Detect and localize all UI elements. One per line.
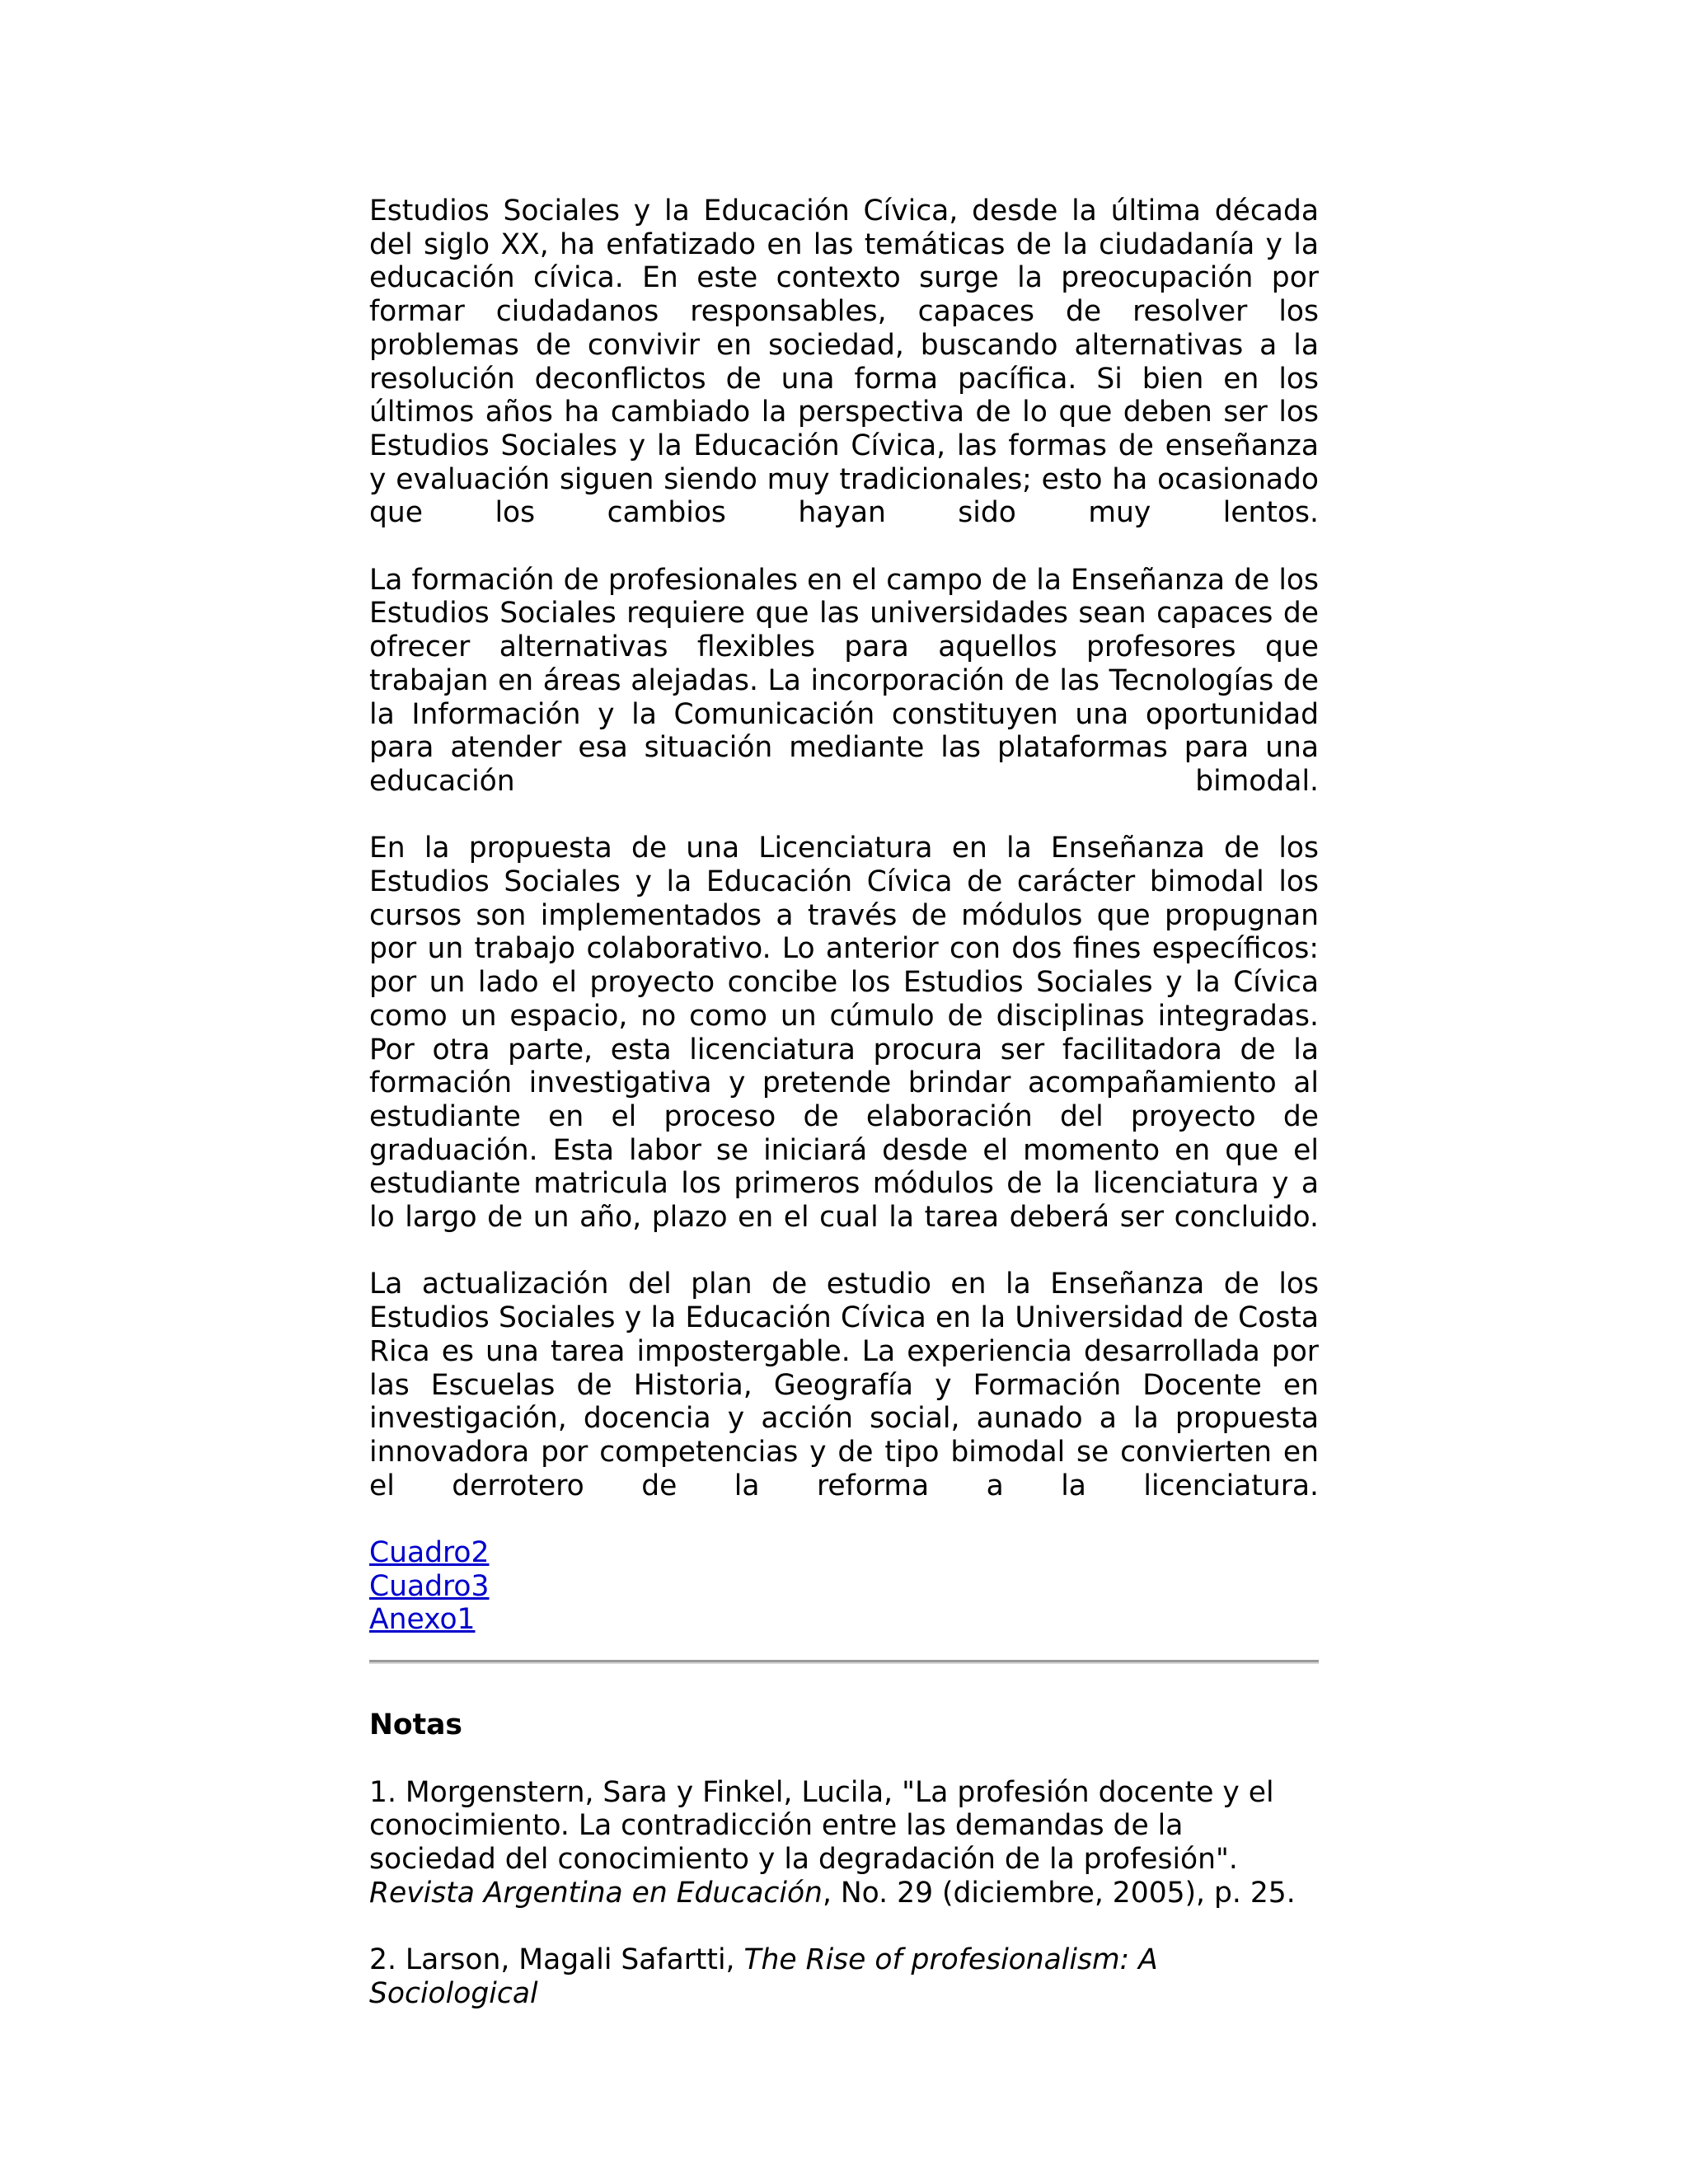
body-paragraph-1: Estudios Sociales y la Educación Cívica, desde la última década del siglo XX, ha enfatizado en las temáticas de la ciudadanía y la educación cívica. En este contexto surge la preocupación por formar ciudadanos responsables, capaces de resolver los problemas de convivir en sociedad, buscando alternativas a la resolución deconflictos de una forma pacífica. Si bien en los últimos años ha cambiado la perspectiva de lo que deben ser los Estudios Sociales y la Educación Cívica, las formas de enseñanza y evaluación siguen siendo muy tradicionales; esto ha ocasionado que los cambios hayan sido muy lentos. <box>369 194 1319 530</box>
note-1-text: 1. Morgenstern, Sara y Finkel, Lucila, "La profesión docente y el conocimiento. La contradicción entre las demandas de la sociedad del conocimiento y la degradación de la profesión". <box>369 1775 1274 1876</box>
attachment-links <box>369 1536 1319 1637</box>
note-1 <box>369 1776 1319 1910</box>
note-1-journal: Revista Argentina en Educación <box>369 1876 823 1910</box>
note-2-text: 2. Larson, Magali Safartti, <box>369 1943 744 1977</box>
body-paragraph-3: En la propuesta de una Licenciatura en la Enseñanza de los Estudios Sociales y la Educación Cívica de carácter bimodal los cursos son implementados a través de módulos que propugnan por un trabajo colaborativo. Lo anterior con dos fines específicos: por un lado el proyecto concibe los Estudios Sociales y la Cívica como un espacio, no como un cúmulo de disciplinas integradas. Por otra parte, esta licenciatura procura ser facilitadora de la formación investigativa y pretende brindar acompañamiento al estudiante en el proceso de elaboración del proyecto de graduación. Esta labor se iniciará desde el momento en que el estudiante matricula los primeros módulos de la licenciatura y a lo largo de un año, plazo en el cual la tarea deberá ser concluido. <box>369 832 1319 1235</box>
body-paragraph-4: La actualización del plan de estudio en la Enseñanza de los Estudios Sociales y la Educación Cívica en la Universidad de Costa Rica es una tarea impostergable. La experiencia desarrollada por las Escuelas de Historia, Geografía y Formación Docente en investigación, docencia y acción social, aunado a la propuesta innovadora por competencias y de tipo bimodal se convierten en el derrotero de la reforma a la licenciatura. <box>369 1268 1319 1502</box>
notes-heading: Notas <box>369 1708 462 1742</box>
section-divider <box>369 1660 1319 1664</box>
article-body <box>369 194 1319 2044</box>
note-2-title: The Rise of profesionalism: A Sociological <box>369 1943 1158 2010</box>
note-2 <box>369 1943 1319 2010</box>
link-cuadro2[interactable]: Cuadro2 <box>369 1536 490 1570</box>
body-paragraph-2: La formación de profesionales en el campo de la Enseñanza de los Estudios Sociales requiere que las universidades sean capaces de ofrecer alternativas flexibles para aquellos profesores que trabajan en áreas alejadas. La incorporación de las Tecnologías de la Información y la Comunicación constituyen una oportunidad para atender esa situación mediante las plataformas para una educación bimodal. <box>369 563 1319 798</box>
link-cuadro3[interactable]: Cuadro3 <box>369 1569 490 1603</box>
link-anexo1[interactable]: Anexo1 <box>369 1603 476 1637</box>
note-1-tail: , No. 29 (diciembre, 2005), p. 25. <box>822 1876 1296 1910</box>
